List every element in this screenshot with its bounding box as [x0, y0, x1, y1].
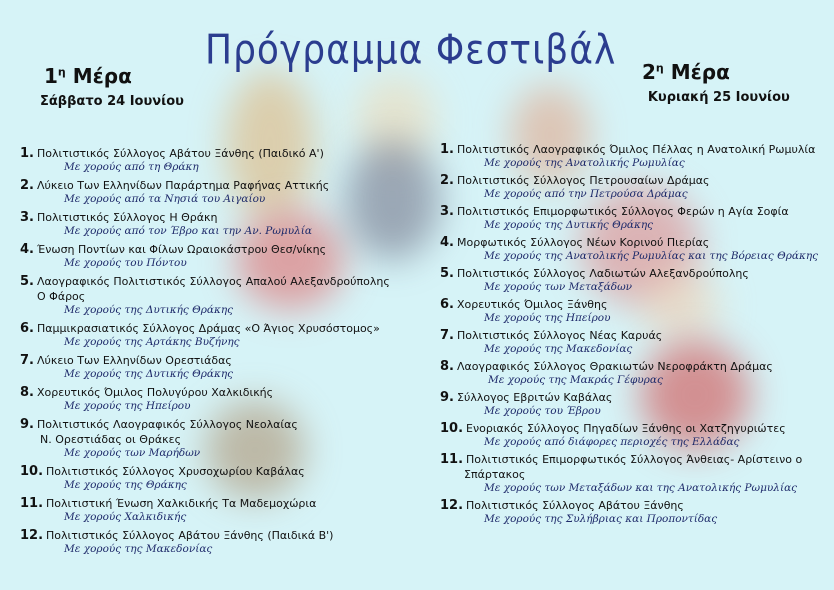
list-item: 8. Λαογραφικός Σύλλογος Θρακιωτών Νεροφράκτη Δράμας Με χορούς της Μακράς Γέφυρας — [440, 359, 773, 386]
list-item: 7. Λύκειο Των Ελληνίδων Ορεστιάδας Με χορούς της Δυτικής Θράκης — [20, 353, 234, 380]
list-item: 3. Πολιτιστικός Επιμορφωτικός Σύλλογος Φερών η Αγία Σοφία Με χορούς της Δυτικής Θράκης — [440, 204, 789, 231]
list-item: 5. Πολιτιστικός Σύλλογος Λαδιωτών Αλεξανδρούπολης Με χορούς των Μεταξάδων — [440, 266, 749, 293]
list-item: 2. Πολιτιστικός Σύλλογος Πετρουσαίων Δράμας Με χορούς από την Πετρούσα Δράμας — [440, 173, 710, 200]
list-item: 3. Πολιτιστικός Σύλλογος Η Θράκη Με χορούς από τον Έβρο και την Αν. Ρωμυλία — [20, 210, 312, 237]
list-item: 2. Λύκειο Των Ελληνίδων Παράρτημα Ραφήνας Αττικής Με χορούς από τα Νησιά του Αιγαίου — [20, 178, 330, 205]
day2-sup: η — [655, 61, 664, 75]
list-item: 10. Ενοριακός Σύλλογος Πηγαδίων Ξάνθης οι Χατζηγυριώτες Με χορούς από διάφορες περιοχές της Ελλάδας — [440, 421, 786, 448]
list-item: 8. Χορευτικός Όμιλος Πολυγύρου Χαλκιδικής Με χορούς της Ηπείρου — [20, 385, 274, 412]
day1-sup: η — [57, 65, 66, 79]
list-item: 12. Πολιτιστικός Σύλλογος Αβάτου Ξάνθης Με χορούς της Συλήβριας και Προποντίδας — [440, 498, 718, 525]
list-item: 9. Σύλλογος Εβριτών Καβάλας Με χορούς του Έβρου — [440, 390, 613, 417]
list-item: 11. Πολιτιστικός Επιμορφωτικός Σύλλογος Άνθειας- Αρίστεινο ο Σπάρτακος Με χορούς των Μεταξάδων και της Ανατολικής Ρωμυλίας — [440, 452, 803, 494]
list-item: 10. Πολιτιστικός Σύλλογος Χρυσοχωρίου Καβάλας Με χορούς της Θράκης — [20, 464, 305, 491]
list-item: 12. Πολιτιστικός Σύλλογος Αβάτου Ξάνθης (Παιδικά Β') Με χορούς της Μακεδονίας — [20, 528, 334, 555]
list-item: 4. Ένωση Ποντίων και Φίλων Ωραιοκάστρου Θεσ/νίκης Με χορούς του Πόντου — [20, 242, 327, 269]
day1-date: Σάββατο 24 Ιουνίου — [40, 94, 184, 109]
list-item: 6. Παμμικρασιατικός Σύλλογος Δράμας «Ο Άγιος Χρυσόστομος» Με χορούς της Αρτάκης Βυζήνης — [20, 321, 380, 348]
list-item: 4. Μορφωτικός Σύλλογος Νέων Κορινού Πιερίας Με χορούς της Ανατολικής Ρωμυλίας και της Βόρειας Θράκης — [440, 235, 819, 262]
list-item: 5. Λαογραφικός Πολιτιστικός Σύλλογος Απαλού Αλεξανδρούπολης Ο Φάρος Με χορούς της Δυτικής Θράκης — [20, 274, 390, 316]
day2-header — [642, 60, 790, 105]
day2-program-list — [440, 142, 825, 529]
list-item: 11. Πολιτιστική Ένωση Χαλκιδικής Τα Μαδεμοχώρια Με χορούς Χαλκιδικής — [20, 496, 317, 523]
day2-word: Μέρα — [670, 60, 730, 84]
day1-header — [40, 64, 184, 109]
list-item: 9. Πολιτιστικός Λαογραφικός Σύλλογος Νεολαίας Ν. Ορεστιάδας οι Θράκες Με χορούς των Μαρήδων — [20, 417, 298, 459]
day1-program-list — [20, 146, 400, 560]
list-item: 7. Πολιτιστικός Σύλλογος Νέας Καρυάς Με χορούς της Μακεδονίας — [440, 328, 663, 355]
day2-date: Κυριακή 25 Ιουνίου — [647, 90, 790, 105]
page-title: Πρόγραμμα Φεστιβάλ — [205, 26, 617, 75]
list-item: 1. Πολιτιστικός Λαογραφικός Όμιλος Πέλλας η Ανατολική Ρωμυλία Με χορούς της Ανατολικής Ρωμυλίας — [440, 142, 816, 169]
day1-number: 1 — [44, 64, 58, 88]
day1-word: Μέρα — [72, 64, 132, 88]
list-item: 1. Πολιτιστικός Σύλλογος Αβάτου Ξάνθης (Παιδικό Α') Με χορούς από τη Θράκη — [20, 146, 324, 173]
day2-number: 2 — [642, 60, 656, 84]
list-item: 6. Χορευτικός Όμιλος Ξάνθης Με χορούς της Ηπείρου — [440, 297, 611, 324]
